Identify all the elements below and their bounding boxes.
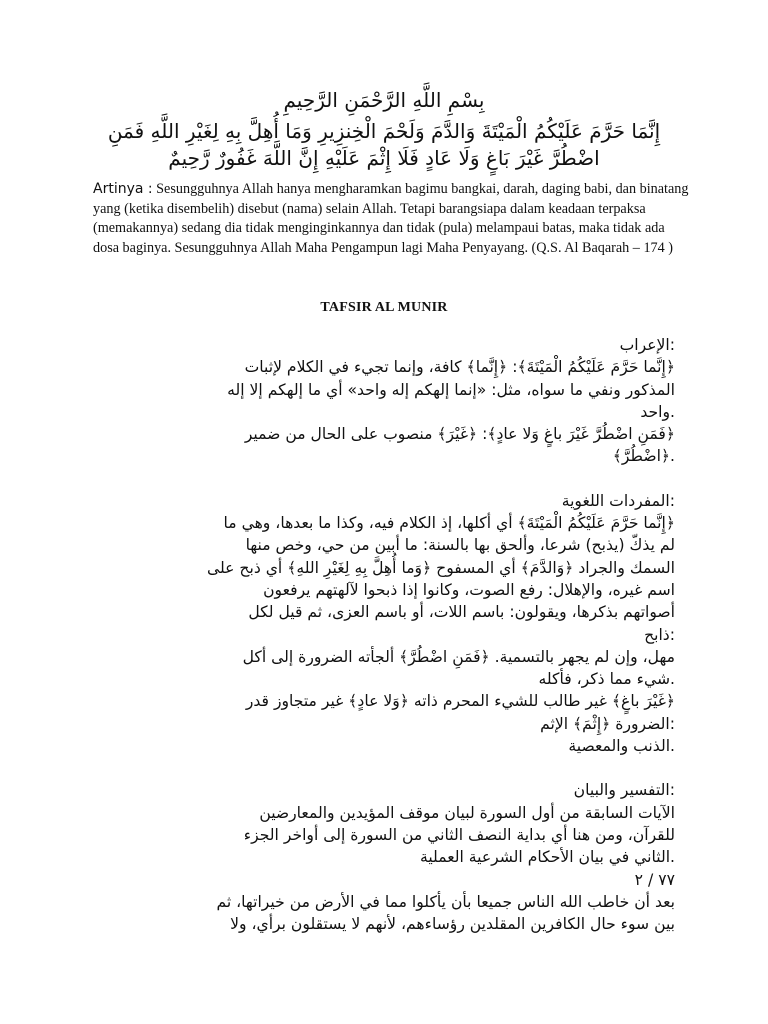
- spacer: [93, 757, 675, 779]
- mufradat-line: .شيء مما ذكر، فأكله: [538, 670, 675, 689]
- irab-line: ﴿فَمَنِ اضْطُرَّ غَيْرَ باغٍ وَلا عادٍ﴾: ﴿غَيْرَ﴾ منصوب على الحال من ضمير: [244, 425, 675, 444]
- tafsir-body: [93, 334, 675, 935]
- spacer: [93, 468, 675, 490]
- mufradat-line: :الضرورة ﴿إِثْمَ﴾ الإثم: [540, 714, 675, 733]
- mufradat-line: .الذنب والمعصية: [568, 737, 675, 756]
- translation-text: Sesungguhnya Allah hanya mengharamkan bagimu bangkai, darah, daging babi, dan binatang yang (ketika disembelih) disebut (nama) selain Allah. Tetapi barangsiapa dalam keadaan terpaksa (memakannya) sedang dia tidak menginginkannya dan tidak (pula) melampaui batas, maka tidak ada dosa baginya. Sesungguhnya Allah Maha Pengampun lagi Maha Penyayang. (Q.S. Al Baqarah – 174 ): [93, 181, 689, 256]
- mufradat-title: :المفردات اللغوية: [561, 491, 675, 510]
- tafsir-title: :التفسير والبيان: [573, 781, 675, 800]
- mufradat-line: ﴿إِنَّما حَرَّمَ عَلَيْكُمُ الْمَيْتَةَ﴾ أي أكلها، إذ الكلام فيه، وكذا ما بعدها، وهي ما: [223, 514, 675, 533]
- irab-title: :الإعراب: [619, 336, 675, 354]
- verse-line: إِنَّمَا حَرَّمَ عَلَيْكُمُ الْمَيْتَةَ وَالدَّمَ وَلَحْمَ الْخِنزِيرِ وَمَا أُهِلَّ بِهِ لِغَيْرِ اللَّهِ فَمَنِ: [107, 119, 661, 143]
- mufradat-line: السمك والجراد ﴿وَالدَّمَ﴾ أي المسفوح ﴿وَما أُهِلَّ بِهِ لِغَيْرِ اللهِ﴾ أي ذبح على: [207, 558, 675, 577]
- mufradat-line: أصواتهم بذكرها، ويقولون: باسم اللات، أو باسم العزى، ثم قيل لكل: [248, 603, 675, 622]
- tafsir-line: بين سوء حال الكافرين المقلدين رؤساءهم، لأنهم لا يستقلون برأي، ولا: [230, 915, 675, 934]
- translation-lead: Artinya :: [93, 181, 153, 197]
- verse-line: اضْطُرَّ غَيْرَ بَاغٍ وَلَا عَادٍ فَلَا إِثْمَ عَلَيْهِ إِنَّ اللَّهَ غَفُورٌ رَّحِيمٌ: [168, 146, 600, 170]
- mufradat-line: اسم غيره، والإهلال: رفع الصوت، وكانوا إذا ذبحوا لآلهتهم يرفعون: [263, 580, 675, 599]
- irab-line: ﴿إِنَّما حَرَّمَ عَلَيْكُمُ الْمَيْتَةَ﴾: ﴿إِنَّما﴾ كافة، وإنما تجيء في الكلام لإثبات: [244, 358, 675, 377]
- section-heading: TAFSIR AL MUNIR: [320, 300, 448, 315]
- mufradat-line: مهل، وإن لم يجهر بالتسمية. ﴿فَمَنِ اضْطُرَّ﴾ ألجأته الضرورة إلى أكل: [242, 647, 675, 666]
- mufradat-line: لم يذكّ (يذبح) شرعا، وألحق بها بالسنة: ما أبين من حي، وخص منها: [245, 536, 675, 555]
- irab-line: .واحد: [640, 402, 675, 421]
- translation-paragraph: [93, 180, 693, 258]
- basmala: بِسْمِ اللَّهِ الرَّحْمَنِ الرَّحِيمِ: [283, 88, 485, 112]
- irab-line: المذكور ونفي ما سواه، مثل: «إنما إلهكم إله واحد» أي ما إلهكم إلا إله: [227, 380, 675, 399]
- tafsir-line: بعد أن خاطب الله الناس جميعا بأن يأكلوا مما في الأرض من خيراتها، ثم: [216, 892, 675, 911]
- tafsir-line: .الثاني في بيان الأحكام الشرعية العملية: [419, 848, 675, 867]
- page-reference: ٧٧ / ٢: [634, 870, 675, 889]
- mufradat-line: ﴿غَيْرَ باغٍ﴾ غير طالب للشيء المحرم ذاته ﴿وَلا عادٍ﴾ غير متجاوز قدر: [245, 692, 675, 711]
- irab-line: .﴿اضْطُرَّ﴾: [612, 447, 675, 466]
- tafsir-line: الآيات السابقة من أول السورة لبيان موقف المؤيدين والمعارضين: [259, 803, 675, 822]
- quran-verse: [93, 118, 675, 172]
- mufradat-line: :ذابح: [644, 625, 675, 644]
- tafsir-line: للقرآن، ومن هنا أي بداية النصف الثاني من السورة إلى أواخر الجزء: [243, 825, 675, 844]
